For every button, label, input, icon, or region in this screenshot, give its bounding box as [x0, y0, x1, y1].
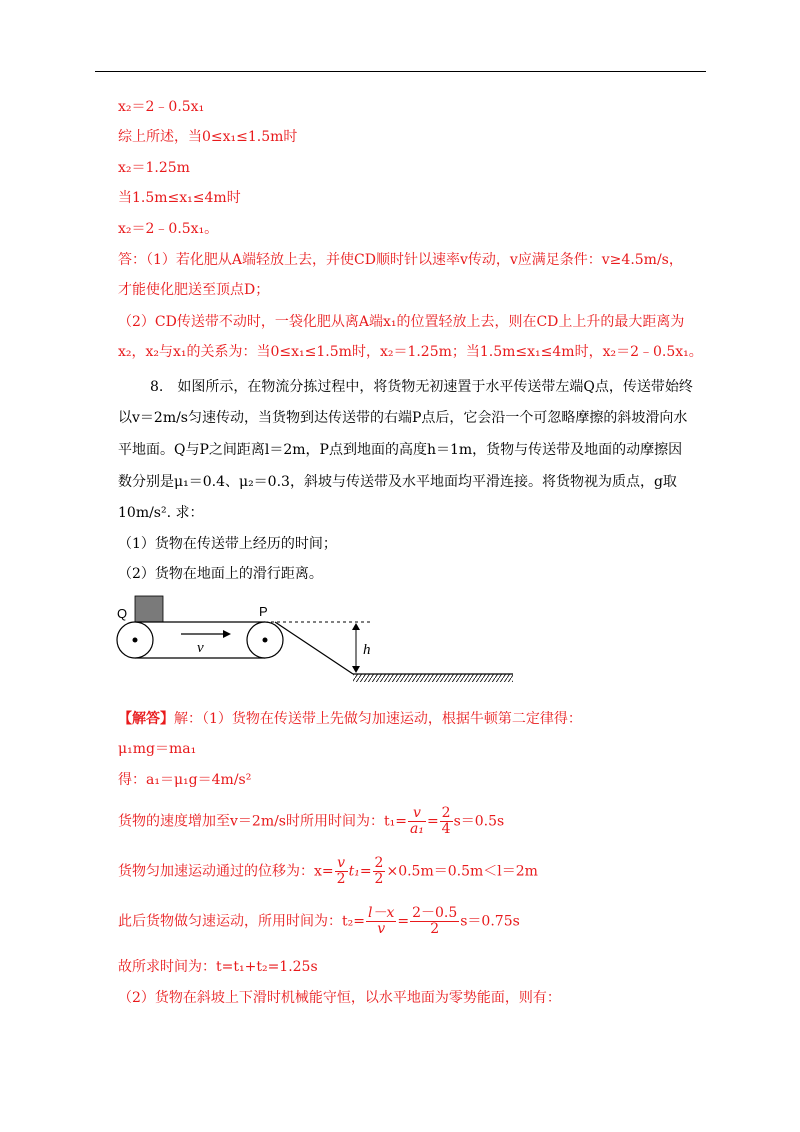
t1-symbol: t₁: [348, 863, 360, 880]
solution-intro-text: 解：（1）货物在传送带上先做匀加速运动，根据牛顿第二定律得：: [174, 711, 582, 727]
answer-line: （2）CD传送带不动时，一袋化肥从离A端x₁的位置轻放上去，则在CD上上升的最大距离为: [118, 314, 685, 330]
fraction-denominator: 2: [374, 871, 384, 887]
fraction-l-minus-x-over-v: [366, 906, 396, 937]
slope: [275, 622, 353, 674]
eq-line: x₂＝1.25m: [118, 160, 190, 176]
problem-text: 8. 如图所示，在物流分拣过程中，将货物无初速置于水平传送带左端Q点，传送带始终: [150, 379, 693, 395]
fraction-numerator: l－x: [367, 905, 395, 921]
fraction-2-over-4: [440, 806, 453, 837]
fraction-v-over-2: [335, 856, 348, 887]
fraction-denominator: v: [377, 921, 386, 937]
fraction-numerator: v: [335, 856, 348, 872]
equation-t1: [118, 806, 504, 837]
cargo-box: [135, 596, 163, 622]
fraction-v-over-a1: [408, 806, 426, 837]
fraction-numerator: v: [408, 806, 426, 822]
label-p: P: [259, 604, 268, 619]
fraction-numeric: [410, 906, 459, 937]
equals-sign: =: [397, 913, 410, 930]
question-2: （2）货物在地面上的滑行距离。: [118, 566, 323, 582]
fraction-numerator: 2: [374, 855, 384, 871]
fraction-denominator: 4: [441, 821, 451, 837]
ground-hatch: [353, 674, 513, 682]
t2-result: s＝0.75s: [460, 913, 520, 930]
eq-line: x₂＝2﹣0.5x₁。: [118, 221, 219, 237]
problem-text: 数分别是μ₁＝0.4、μ₂＝0.3，斜坡与传送带及水平地面均平滑连接。将货物视为质点，g取: [118, 474, 677, 490]
fraction-denominator: 2: [430, 921, 440, 937]
right-pulley-axle: [263, 638, 268, 643]
equation-t2: [118, 906, 520, 937]
t1-result: s＝0.5s: [453, 813, 505, 830]
solution-intro: [118, 709, 582, 729]
label-q: Q: [117, 606, 128, 621]
height-arrowhead-top: [352, 623, 360, 630]
label-v: v: [197, 640, 204, 656]
equation-newton: μ₁mg＝ma₁: [118, 741, 197, 757]
answer-line: 才能使化肥送至顶点D；: [118, 282, 270, 298]
equals-sign: =: [359, 863, 372, 880]
problem-text: 10m/s². 求：: [118, 505, 204, 521]
equation-total-time: 故所求时间为：t=t₁+t₂=1.25s: [118, 959, 318, 975]
question-1: （1）货物在传送带上经历的时间；: [118, 536, 337, 552]
header-rule: [95, 71, 706, 72]
answer-line: 答：（1）若化肥从A端轻放上去，并使CD顺时针以速率v传动，v应满足条件：v≥4.5m/s，: [118, 252, 683, 268]
t1-text: 货物的速度增加至v＝2m/s时所用时间为：t₁=: [118, 813, 407, 830]
conveyor-diagram: [115, 594, 515, 690]
velocity-arrowhead: [223, 630, 231, 638]
summary-line: 综上所述，当0≤x₁≤1.5m时: [118, 129, 298, 145]
fraction-denominator: 2: [336, 871, 346, 887]
part2-intro: （2）货物在斜坡上下滑时机械能守恒，以水平地面为零势能面，则有：: [118, 990, 561, 1006]
problem-text: 平地面。Q与P之间距离l＝2m，P点到地面的高度h＝1m，货物与传送带及地面的动摩擦因: [118, 442, 683, 458]
left-pulley-axle: [133, 638, 138, 643]
fraction-2-over-2: [373, 856, 386, 887]
t2-text: 此后货物做匀速运动，所用时间为：t₂=: [118, 913, 365, 930]
equation-x: [118, 856, 538, 887]
equation-acceleration: 得：a₁＝μ₁g＝4m/s²: [118, 772, 252, 788]
fraction-denominator: a₁: [409, 821, 424, 837]
fraction-numerator: 2－0.5: [412, 905, 458, 921]
fraction-numerator: 2: [441, 805, 451, 821]
eq-line: x₂＝2﹣0.5x₁: [118, 99, 205, 115]
condition-line: 当1.5m≤x₁≤4m时: [118, 190, 241, 206]
solution-tag: 【解答】: [118, 711, 174, 727]
label-h: h: [363, 642, 371, 658]
x-text: 货物匀加速运动通过的位移为：x=: [118, 863, 334, 880]
problem-text: 以v＝2m/s匀速传动，当货物到达传送带的右端P点后，它会沿一个可忽略摩擦的斜坡滑向水: [118, 410, 688, 426]
answer-line: x₂，x₂与x₁的关系为：当0≤x₁≤1.5m时，x₂＝1.25m；当1.5m≤x₁≤4m时，x₂＝2﹣0.5x₁。: [118, 344, 703, 360]
x-result: ×0.5m＝0.5m＜l＝2m: [386, 863, 538, 880]
equals-sign: =: [426, 813, 439, 830]
height-arrowhead-bottom: [352, 666, 360, 673]
